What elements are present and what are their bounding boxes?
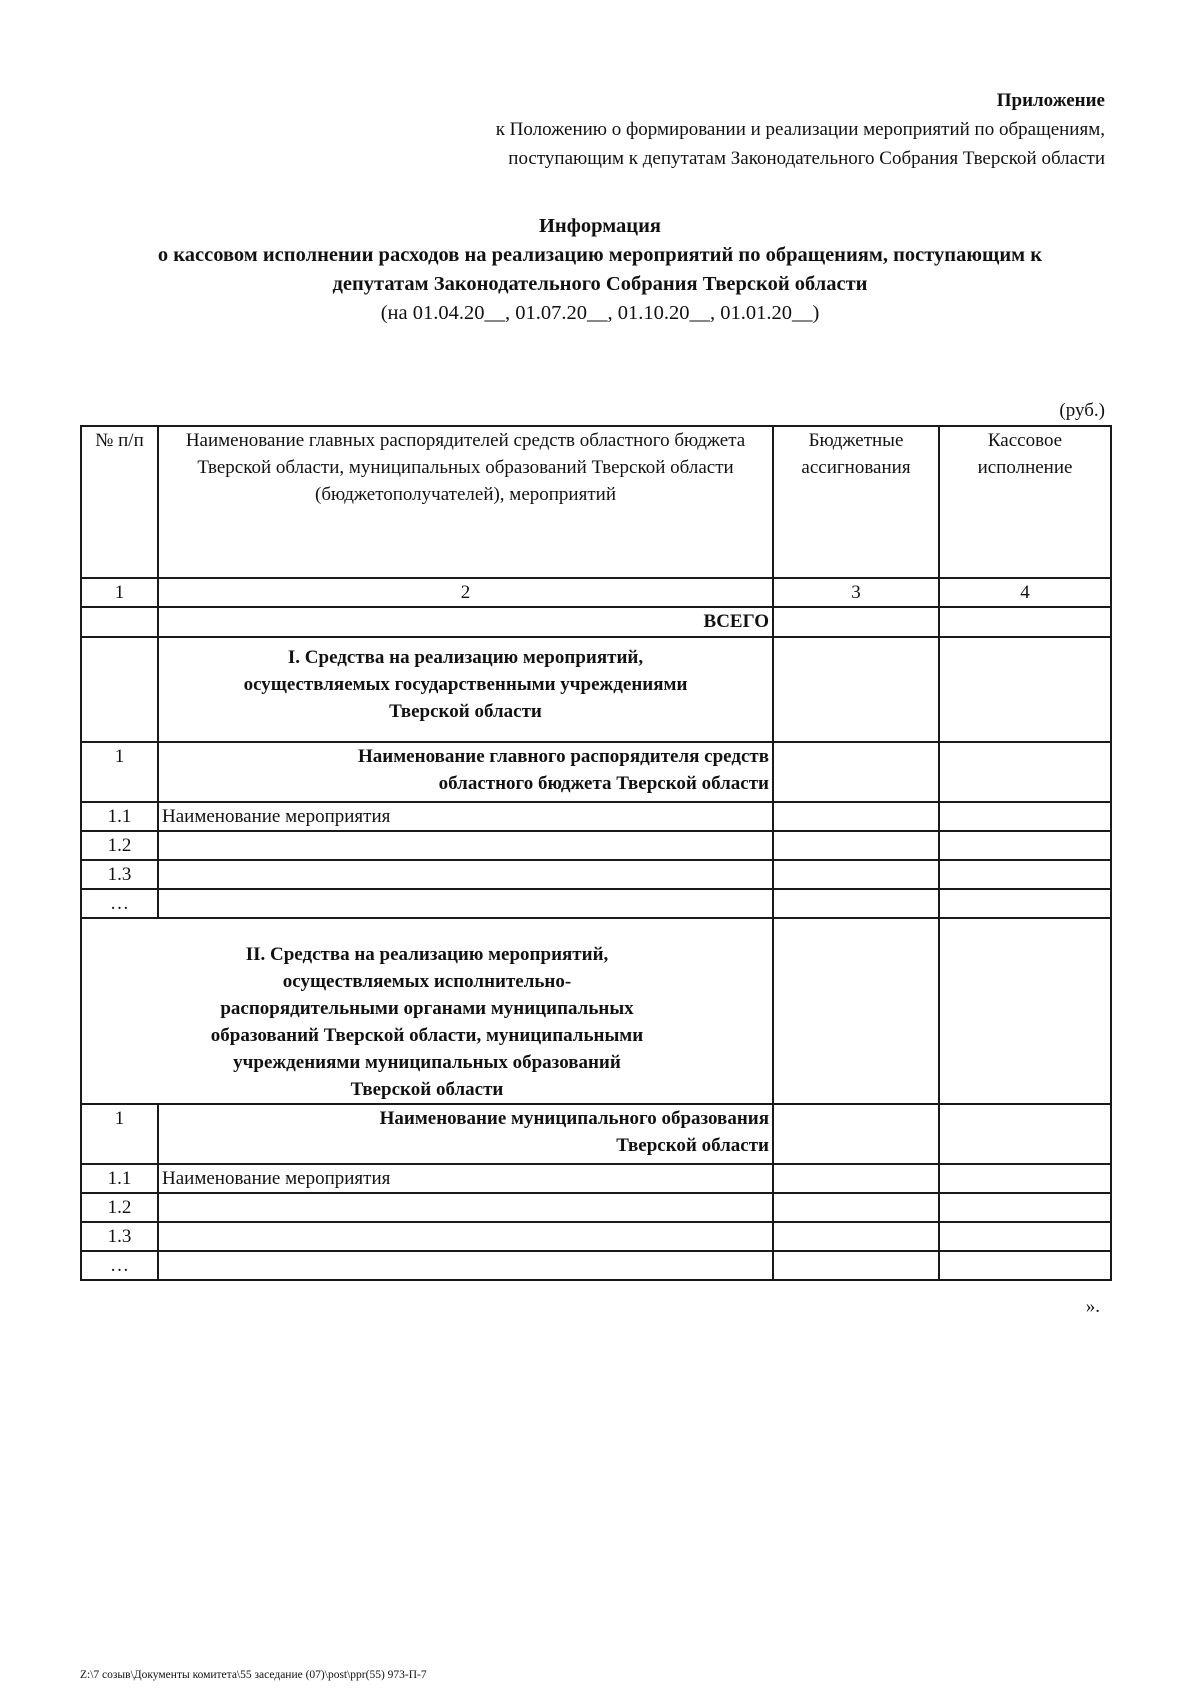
total-label: ВСЕГО [158, 607, 773, 637]
section-1-title: I. Средства на реализацию мероприятий, осуществляемых государственными учреждениями Тверской области [158, 637, 773, 742]
heading-line-2: депутатам Законодательного Собрания Тверской области [332, 273, 868, 295]
table-row: 1.2 [81, 1193, 1111, 1222]
section-1-group-name: Наименование главного распорядителя средств областного бюджета Тверской области [158, 742, 773, 802]
section-2-group-row [81, 1104, 1111, 1164]
table-row: … [81, 1251, 1111, 1280]
section-2-group-num: 1 [81, 1104, 158, 1164]
total-cash-cell [939, 607, 1111, 637]
column-number-row [81, 578, 1111, 607]
col-number-4: 4 [939, 578, 1111, 607]
file-path-footer: Z:\7 созыв\Документы комитета\55 заседание (07)\post\ppr(55) 973-П-7 [80, 1669, 427, 1681]
heading-line-1: о кассовом исполнении расходов на реализацию мероприятий по обращениям, поступающим к [157, 244, 1043, 266]
total-budget-cell [773, 607, 939, 637]
col-number-3: 3 [773, 578, 939, 607]
col-number-2: 2 [158, 578, 773, 607]
header-budget: Бюджетные ассигнования [773, 426, 939, 578]
total-row [81, 607, 1111, 637]
appendix-line-2: поступающим к депутатам Законодательного Собрания Тверской области [508, 148, 1105, 169]
document-heading [80, 212, 1120, 328]
table-row: 1.1 Наименование мероприятия [81, 802, 1111, 831]
appendix-title: Приложение [996, 90, 1105, 111]
table-row: 1.3 [81, 860, 1111, 889]
header-cash: Кассовое исполнение [939, 426, 1111, 578]
col-number-1: 1 [81, 578, 158, 607]
table-row: 1.3 [81, 1222, 1111, 1251]
header-num: № п/п [81, 426, 158, 578]
section-2-group-name: Наименование муниципального образования Тверской области [158, 1104, 773, 1164]
table-row: … [81, 889, 1111, 918]
report-table [80, 425, 1112, 1281]
section-2-title: II. Средства на реализацию мероприятий, осуществляемых исполнительно-распорядительными органами муниципальных образований Тверской области, муниципальными учреждениями муниципальных образований Тверской области [81, 918, 773, 1104]
table-row: 1.2 [81, 831, 1111, 860]
header-name: Наименование главных распорядителей средств областного бюджета Тверской области, муниципальных образований Тверской области (бюджетополучателей), мероприятий [158, 426, 773, 578]
table-row: 1.1 Наименование мероприятия [81, 1164, 1111, 1193]
closing-quote: ». [1085, 1296, 1100, 1317]
appendix-line-1: к Положению о формировании и реализации мероприятий по обращениям, [495, 119, 1105, 140]
currency-units: (руб.) [1059, 400, 1105, 421]
section-1-group-num: 1 [81, 742, 158, 802]
header-row [81, 426, 1111, 578]
section-1-row [81, 637, 1111, 742]
section-2-row [81, 918, 1111, 1104]
section-1-group-row [81, 742, 1111, 802]
heading-title: Информация [538, 215, 662, 237]
appendix-block [496, 86, 1105, 173]
heading-dates: (на 01.04.20__, 01.07.20__, 01.10.20__, 01.01.20__) [380, 302, 820, 324]
